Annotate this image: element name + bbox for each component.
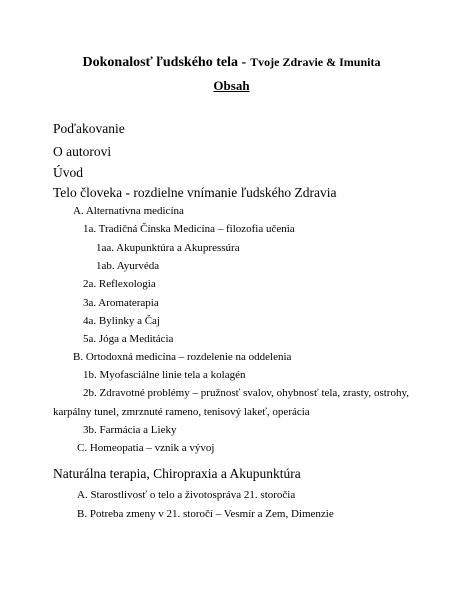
toc-entry-1aa[interactable]: 1aa. Akupunktúra a Akupressúra bbox=[96, 242, 240, 254]
document-title bbox=[0, 53, 463, 71]
toc-entry-1b[interactable]: 1b. Myofasciálne linie tela a kolagén bbox=[83, 369, 246, 381]
title-main: Dokonalosť ľudského tela - bbox=[82, 55, 247, 70]
toc-entry-ortodoxna[interactable]: B. Ortodoxná medicína – rozdelenie na oddelenia bbox=[73, 351, 292, 363]
toc-entry-3b[interactable]: 3b. Farmácia a Lieky bbox=[83, 424, 177, 436]
toc-entry-uvod[interactable]: Úvod bbox=[53, 165, 83, 180]
toc-entry-2b-line-1[interactable]: 2b. Zdravotné problémy – pružnosť svalov, ohybnosť tela, zrasty, ostrohy, bbox=[83, 387, 409, 399]
toc-entry-3a[interactable]: 3a. Aromaterapia bbox=[83, 297, 159, 309]
contents-heading: Obsah bbox=[213, 78, 250, 93]
toc-entry-starostlivost[interactable]: A. Starostlivosť o telo a životospráva 21. storočia bbox=[77, 489, 296, 501]
toc-entry-podakovanie[interactable]: Poďakovanie bbox=[53, 121, 125, 136]
toc-entry-5a[interactable]: 5a. Jóga a Meditácia bbox=[83, 333, 174, 345]
toc-entry-potreba-zmeny[interactable]: B. Potreba zmeny v 21. storočí – Vesmír a Zem, Dimenzie bbox=[77, 508, 334, 520]
toc-entry-2a[interactable]: 2a. Reflexologia bbox=[83, 278, 156, 290]
toc-entry-alternativna[interactable]: A. Alternatívna medicína bbox=[73, 205, 184, 217]
toc-entry-o-autorovi[interactable]: O autorovi bbox=[53, 144, 112, 159]
toc-entry-4a[interactable]: 4a. Bylinky a Čaj bbox=[83, 315, 160, 327]
toc-entry-homeopatia[interactable]: C. Homeopatia – vznik a vývoj bbox=[77, 442, 215, 454]
toc-entry-2b-line-2[interactable]: karpálny tunel, zmrznuté rameno, tenisový lakeť, operácia bbox=[53, 406, 310, 418]
toc-entry-1ab[interactable]: 1ab. Ayurvéda bbox=[96, 260, 160, 272]
toc-entry-telo[interactable]: Telo človeka - rozdielne vnímanie ľudského Zdravia bbox=[53, 185, 337, 200]
toc-entry-naturalna[interactable]: Naturálna terapia, Chiropraxia a Akupunktúra bbox=[53, 466, 301, 481]
title-subtitle: Tvoje Zdravie & Imunita bbox=[250, 55, 381, 69]
toc-entry-1a[interactable]: 1a. Tradičná Čínska Medicína – filozofia učenia bbox=[83, 223, 295, 235]
